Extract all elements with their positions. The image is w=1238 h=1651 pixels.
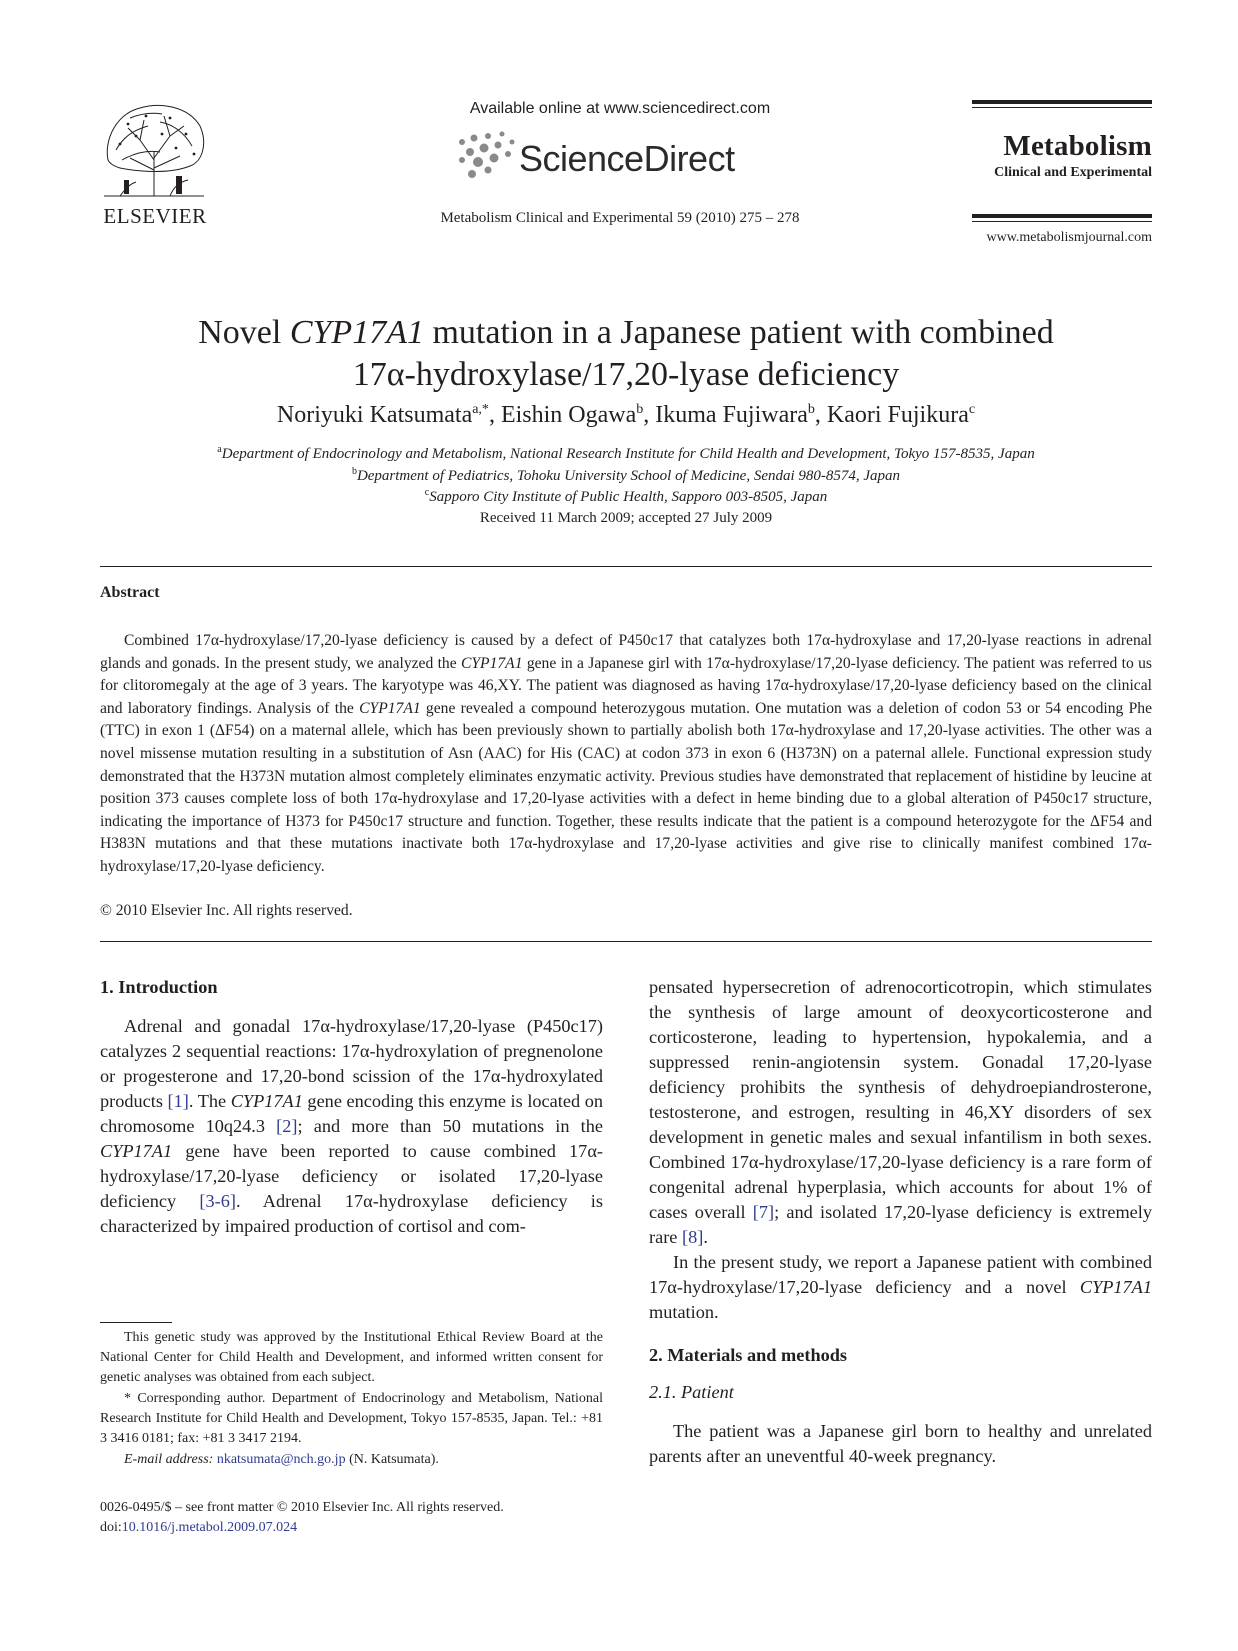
footnote-rule	[100, 1322, 172, 1323]
author-separator: ,	[643, 402, 656, 428]
intro-paragraph-1	[100, 1014, 603, 1239]
footnote-corresponding: * Corresponding author. Department of Endocrinology and Metabolism, National Research Institute for Child Health and Development, Tokyo 157-8535, Japan. Tel.: +81 3 3416 0181; fax: +81 3 3417 2194.	[100, 1391, 603, 1447]
journal-url-link[interactable]: www.metabolismjournal.com	[986, 230, 1152, 245]
journal-rule-top	[972, 100, 1152, 104]
text-segment: .	[703, 1227, 708, 1247]
reference-link[interactable]: [2]	[276, 1116, 298, 1136]
text-segment: . The	[188, 1091, 231, 1111]
author-name[interactable]: Eishin Ogawa	[500, 402, 637, 428]
abstract-segment: gene in a Japanese girl with 17α-hydroxylase/17,20-lyase deficiency. The patient was referred to us for clitoromegaly at the age of 3 years. The karyotype was 46,XY. The patient was diagnosed as having 17α-hydroxylase/17,20-lyase deficiency based on the clinical and laboratory findings. Analysis of the	[100, 654, 1152, 717]
affiliation-a	[100, 444, 1152, 463]
right-column	[649, 975, 1152, 1469]
divider-bottom	[100, 941, 1152, 942]
text-segment: gene encoding this enzyme is located on chromosome 10q24.3	[100, 1091, 603, 1136]
section-heading-introduction: 1. Introduction	[100, 977, 218, 997]
reference-link[interactable]: [3-6]	[199, 1191, 236, 1211]
abstract-copyright: © 2010 Elsevier Inc. All rights reserved.	[100, 902, 353, 919]
front-matter: 0026-0495/$ – see front matter © 2010 Elsevier Inc. All rights reserved.	[100, 1500, 504, 1515]
author-name[interactable]: Noriyuki Katsumata	[276, 402, 473, 428]
abstract-heading: Abstract	[100, 584, 160, 601]
journal-rule-bottom-thin	[972, 221, 1152, 222]
subsection-heading-patient: 2.1. Patient	[649, 1382, 734, 1402]
text-segment: ; and more than 50 mutations in the	[297, 1116, 603, 1136]
available-online-text[interactable]: Available online at www.sciencedirect.com	[469, 100, 771, 117]
author-affil-mark: b	[636, 402, 644, 417]
abstract-gene: CYP17A1	[359, 699, 421, 717]
journal-rule-top-thin	[972, 107, 1152, 108]
doi-label: doi:	[100, 1520, 122, 1535]
text-segment: In the present study, we report a Japanese patient with combined 17α-hydroxylase/17,20-lyase deficiency and a novel	[649, 1252, 1152, 1297]
reference-link[interactable]: [8]	[681, 1227, 704, 1247]
intro-paragraph-2	[649, 1250, 1152, 1325]
abstract-text	[100, 630, 1152, 879]
footnote-ethics: This genetic study was approved by the Institutional Ethical Review Board at the National Center for Child Health and Development, and informed written consent for genetic analyses was obtained from each subject.	[100, 1330, 603, 1386]
affil-text: Department of Pediatrics, Tohoku University School of Medicine, Sendai 980-8574, Japan	[356, 468, 901, 484]
publisher-wordmark: ELSEVIER	[103, 204, 207, 228]
methods-paragraph-1: The patient was a Japanese girl born to healthy and unrelated parents after an uneventful 40-week pregnancy.	[649, 1421, 1152, 1466]
abstract-gene: CYP17A1	[460, 654, 523, 672]
author-list	[100, 402, 1152, 429]
email-label: E-mail address:	[124, 1452, 214, 1467]
divider-top	[100, 566, 1152, 567]
journal-rule-bottom	[972, 214, 1152, 218]
title-line-2: 17α-hydroxylase/17,20-lyase deficiency	[352, 356, 900, 393]
journal-subtitle: Clinical and Experimental	[994, 165, 1152, 180]
title-part: mutation in a Japanese patient with combined	[423, 314, 1054, 351]
text-segment: . Adrenal 17α-hydroxylase deficiency is characterized by impaired production of cortisol and com-	[100, 1191, 604, 1236]
title-gene: CYP17A1	[289, 314, 424, 351]
author-affil-mark: c	[968, 402, 976, 417]
received-dates: Received 11 March 2009; accepted 27 July 2009	[479, 510, 773, 526]
gene-name: CYP17A1	[100, 1141, 173, 1161]
section-heading-methods: 2. Materials and methods	[649, 1345, 848, 1365]
abstract-segment: Combined 17α-hydroxylase/17,20-lyase deficiency is caused by a defect of P450c17 that catalyzes both 17α-hydroxylase and 17,20-lyase reactions in adrenal glands and gonads. In the present study, we analyzed the	[100, 632, 1152, 672]
affil-mark: b	[351, 466, 357, 477]
email-owner: (N. Katsumata).	[345, 1452, 439, 1467]
gene-name: CYP17A1	[230, 1091, 303, 1111]
email-link[interactable]: nkatsumata@nch.go.jp	[216, 1452, 346, 1467]
doi-line	[100, 1518, 603, 1538]
reference-link[interactable]: [7]	[752, 1202, 775, 1222]
text-segment: mutation.	[649, 1302, 719, 1322]
author-affil-mark: b	[807, 402, 815, 417]
text-segment: ; and isolated 17,20-lyase deficiency is extremely rare	[649, 1202, 1152, 1247]
doi-link[interactable]: 10.1016/j.metabol.2009.07.024	[121, 1520, 298, 1535]
affil-mark: a	[217, 444, 222, 455]
gene-name: CYP17A1	[1079, 1277, 1152, 1297]
journal-name: Metabolism	[1003, 130, 1152, 162]
author-separator: ,	[814, 402, 827, 428]
author-affil-mark: a,*	[472, 402, 489, 417]
abstract-segment: gene revealed a compound heterozygous mutation. One mutation was a deletion of codon 53 or 54 encoding Phe (TTC) in exon 1 (ΔF54) on a maternal allele, which has been previously shown to partially abolish both 17α-hydroxylase and 17,20-lyase activities. The other was a novel missense mutation resulting in a substitution of Asn (AAC) for His (CAC) at codon 373 in exon 6 (H373N) on a paternal allele. Functional expression study demonstrated that the H373N mutation almost completely eliminates enzymatic activity. Previous studies have demonstrated that replacement of histidine by leucine at position 373 causes complete loss of both 17α-hydroxylase and 17,20-lyase activities with a defect in heme binding due to a global alteration of P450c17 structure, indicating the importance of H373 for P450c17 structure and function. Together, these results indicate that the patient is a compound heterozygote for the ΔF54 and H383N mutations and that these mutations inactivate both 17α-hydroxylase and 17,20-lyase activities and give rise to clinically manifest combined 17α-hydroxylase/17,20-lyase deficiency.	[100, 699, 1152, 875]
journal-citation: Metabolism Clinical and Experimental 59 (2010) 275 – 278	[440, 210, 800, 226]
affil-mark: c	[424, 487, 430, 498]
reference-link[interactable]: [1]	[167, 1091, 189, 1111]
affiliation-b	[100, 466, 1152, 485]
title-part: Novel	[198, 314, 290, 351]
affil-text: Sapporo City Institute of Public Health, Sapporo 003-8505, Japan	[429, 489, 828, 505]
sciencedirect-wordmark: ScienceDirect	[519, 138, 735, 179]
author-name[interactable]: Ikuma Fujiwara	[655, 402, 808, 428]
elsevier-tree-logo	[100, 100, 208, 200]
footnote-email	[100, 1450, 603, 1470]
text-segment: gene have been reported to cause combined 17α-hydroxylase/17,20-lyase deficiency or isolated 17,20-lyase deficiency	[100, 1141, 603, 1211]
left-column	[100, 975, 603, 1239]
text-segment: pensated hypersecretion of adrenocorticotropin, which stimulates the synthesis of large amount of deoxycorticosterone and corticosterone, leading to hypertension, hypokalemia, and a suppressed renin-angiotensin system. Gonadal 17,20-lyase deficiency prohibits the synthesis of dehydroepiandrosterone, testosterone, and estrogen, resulting in 46,XY disorders of sex development in genetic males and sexual infantilism in both sexes. Combined 17α-hydroxylase/17,20-lyase deficiency is a rare form of congenital adrenal hyperplasia, which accounts for about 1% of cases overall	[649, 977, 1152, 1222]
intro-paragraph-1-continued	[649, 975, 1152, 1250]
affiliation-c	[100, 487, 1152, 506]
text-segment: Adrenal and gonadal 17α-hydroxylase/17,20-lyase (P450c17) catalyzes 2 sequential reactions: 17α-hydroxylation of pregnenolone or progesterone and 17,20-bond scission of the 17α-hydroxylated products	[100, 1016, 603, 1111]
article-title	[100, 312, 1152, 396]
affil-text: Department of Endocrinology and Metabolism, National Research Institute for Child Health and Development, Tokyo 157-8535, Japan	[221, 446, 1035, 462]
author-name[interactable]: Kaori Fujikura	[826, 402, 969, 428]
author-separator: ,	[488, 402, 501, 428]
